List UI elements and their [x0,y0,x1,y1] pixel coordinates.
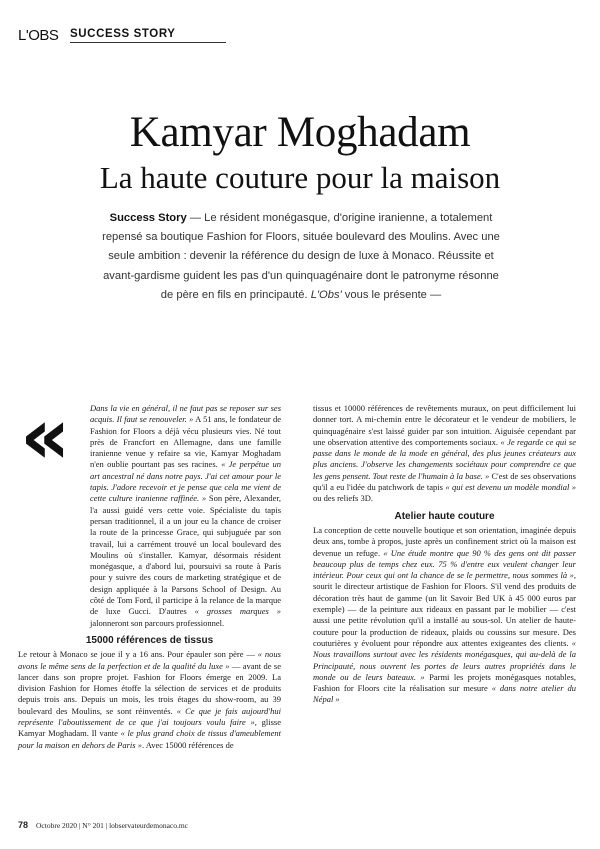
article-title: Kamyar Moghadam [129,109,471,156]
intro-tail: vous le présente — [341,288,442,301]
header-rule [70,42,226,43]
text-run: « Une étude montre que 90 % des gens ont dit passer beaucoup plus de temps chez eux. 75 % d'entre eux veulent changer leur intérieur. Pour ceux qui ont la chance de se le permettre, nous sommes là » [313,547,576,581]
quote-mark-icon: « [20,392,71,482]
text-run: « nous avons le même sens de la perfection et de la qualité du luxe » [18,649,281,671]
left-column [18,392,282,751]
article-subtitle: La haute couture pour la maison [99,160,501,195]
left-paragraph-1 [18,392,282,629]
page-header [18,27,208,47]
text-run: « le plus grand choix de tissus d'ameublement pour la maison en dehors de Paris » [18,728,281,750]
text-run: Le retour à Monaco se joue il y a 16 ans. Pour épauler son père — [18,649,258,660]
page-number: 78 [18,820,29,830]
magazine-logo: L'OBS [18,27,59,44]
left-paragraph-2 [18,649,281,751]
text-run: , sourit le directeur artistique de Fashion for Floors. S'il vend des produits de décoration très haut de gamme (un lit Savoir Bed UK à 45 000 euros par exemple) — de la peinture aux rideaux en passant par le mobilier — c'est aussi une petite révolution qu'il a installé au sous-sol. Un atelier de haute-couture pour la production de rideaux, plaids ou coussins sur mesure. Des couturières y évoluent pour répondre aux attentes exigeantes des clients. [313,570,576,648]
text-run: La conception de cette nouvelle boutique et son orientation, imaginée depuis deux ans, tombe à propos, juste après un confinement strict où la maison est devenue un refuge. [313,524,576,558]
text-run: Son père, Alexander, l'a aussi guidé vers cette voie. Spécialiste du tapis persan traditionnel, il a un jour eu la chance de croiser la route de la princesse Grace, qui subjuguée par son travail, lui a carrément trouvé un local boulevard des Moulins où s'installer. Kamyar, désormais résident monégasque, a d'abord lui, poursuivi sa route à Paris pour y suivre des cours de marketing stratégique et de design appliquée à la Parsons School of Design. Au côté de Tom Ford, il participe à la relance de la marque de luxe Gucci. D'autres [90,493,281,617]
text-run: . Avec 15000 références de [141,739,234,750]
section-label: SUCCESS STORY [70,28,176,40]
right-column [313,403,576,706]
intro-em: L'Obs' [310,288,342,301]
text-run: « Ce que je fais aujourd'hui représente l'aboutissement de ce que j'ai toujours voulu faire » [18,705,281,728]
text-run: — avant de se lancer dans son propre projet. Fashion for Floors émerge en 2009. La division Fashion for Homes étoffe la sélection de services et de produits depuis trois ans. Depuis un mois, les trois étages du show-room, au 39 boulevard des Moulins, se sont réinventés. [18,660,281,716]
right-subheading: Atelier haute couture [394,510,495,522]
text-run: Dans la vie en général, il ne faut pas se reposer sur ses acquis. Il faut se renouveler. » [90,403,281,425]
text-run: Parmi les projets monégasques notables, Fashion for Floors cite la réalisation sur mesure [313,671,576,694]
text-run: « Je perpétue un art ancestral né dans notre pays. J'ai cet amour pour le tapis. J'adore recevoir et je pense que cela me vient de cette culture iranienne raffinée. » [90,459,281,504]
text-run: tissus et 10000 références de revêtements muraux, on peut difficilement lui donner tort. A mi-chemin entre le décorateur et le vendeur de mobiliers, le quinquagénaire s'est laissé guider par son intuition. Aiguisée cependant par une observation attentive des comportements sociaux. [313,403,576,447]
footer-info: Octobre 2020 | N° 201 | lobservateurdemonaco.mc [36,821,189,830]
text-run: « qui est devenu un modèle mondial » [445,482,576,493]
text-run: jalonneront son parcours professionnel. [90,617,225,628]
text-run: , glisse Kamyar Moghadam. Il vante [18,717,281,739]
intro-text: — Le résident monégasque, d'origine iranienne, a totalement repensé sa boutique Fashion for Floors, située boulevard des Moulins. Avec une seule ambition : devenir la référence du design de luxe à Monaco. Réussite et avant-gardisme guident les pas d'un quinquagénaire dont le patronyme résonne de père en fils en principauté. [102,212,500,301]
text-run: « Nous travaillons surtout avec les résidents monégasques, qui au-delà de la Principauté, nous ouvrent les portes de leurs autres propriétés dans le monde ou de leurs bateaux. » [313,637,576,682]
text-run: « grosses marques » [194,606,282,617]
text-run: ou des reliefs 3D. [313,493,373,504]
right-paragraph-1 [313,403,576,505]
left-subheading: 15000 références de tissus [85,634,214,646]
article-intro [96,209,506,305]
text-run: A 51 ans, le fondateur de Fashion for Floors a déjà vécu plusieurs vies. Né tout près de Francfort en Allemagne, dans une famille iranienne venue y refaire sa vie, Kamyar Moghadam n'en oublie pourtant pas ses racines. [90,414,281,470]
intro-lead: Success Story [109,212,187,224]
text-run: C'est de ses observations qu'il a eu l'idée du patchwork de tapis [313,470,576,493]
right-paragraph-2 [313,525,576,706]
text-run: « dans notre atelier du Népal » [313,683,576,705]
page-footer [18,820,188,830]
text-run: « Je regarde ce qui se passe dans le monde de la mode en général, des plus jeunes créateurs aux plus anciens. J'observe les changements sociétaux pour comprendre ce que les gens pensent. Tout reste de l'humain à la base. » [313,436,576,481]
